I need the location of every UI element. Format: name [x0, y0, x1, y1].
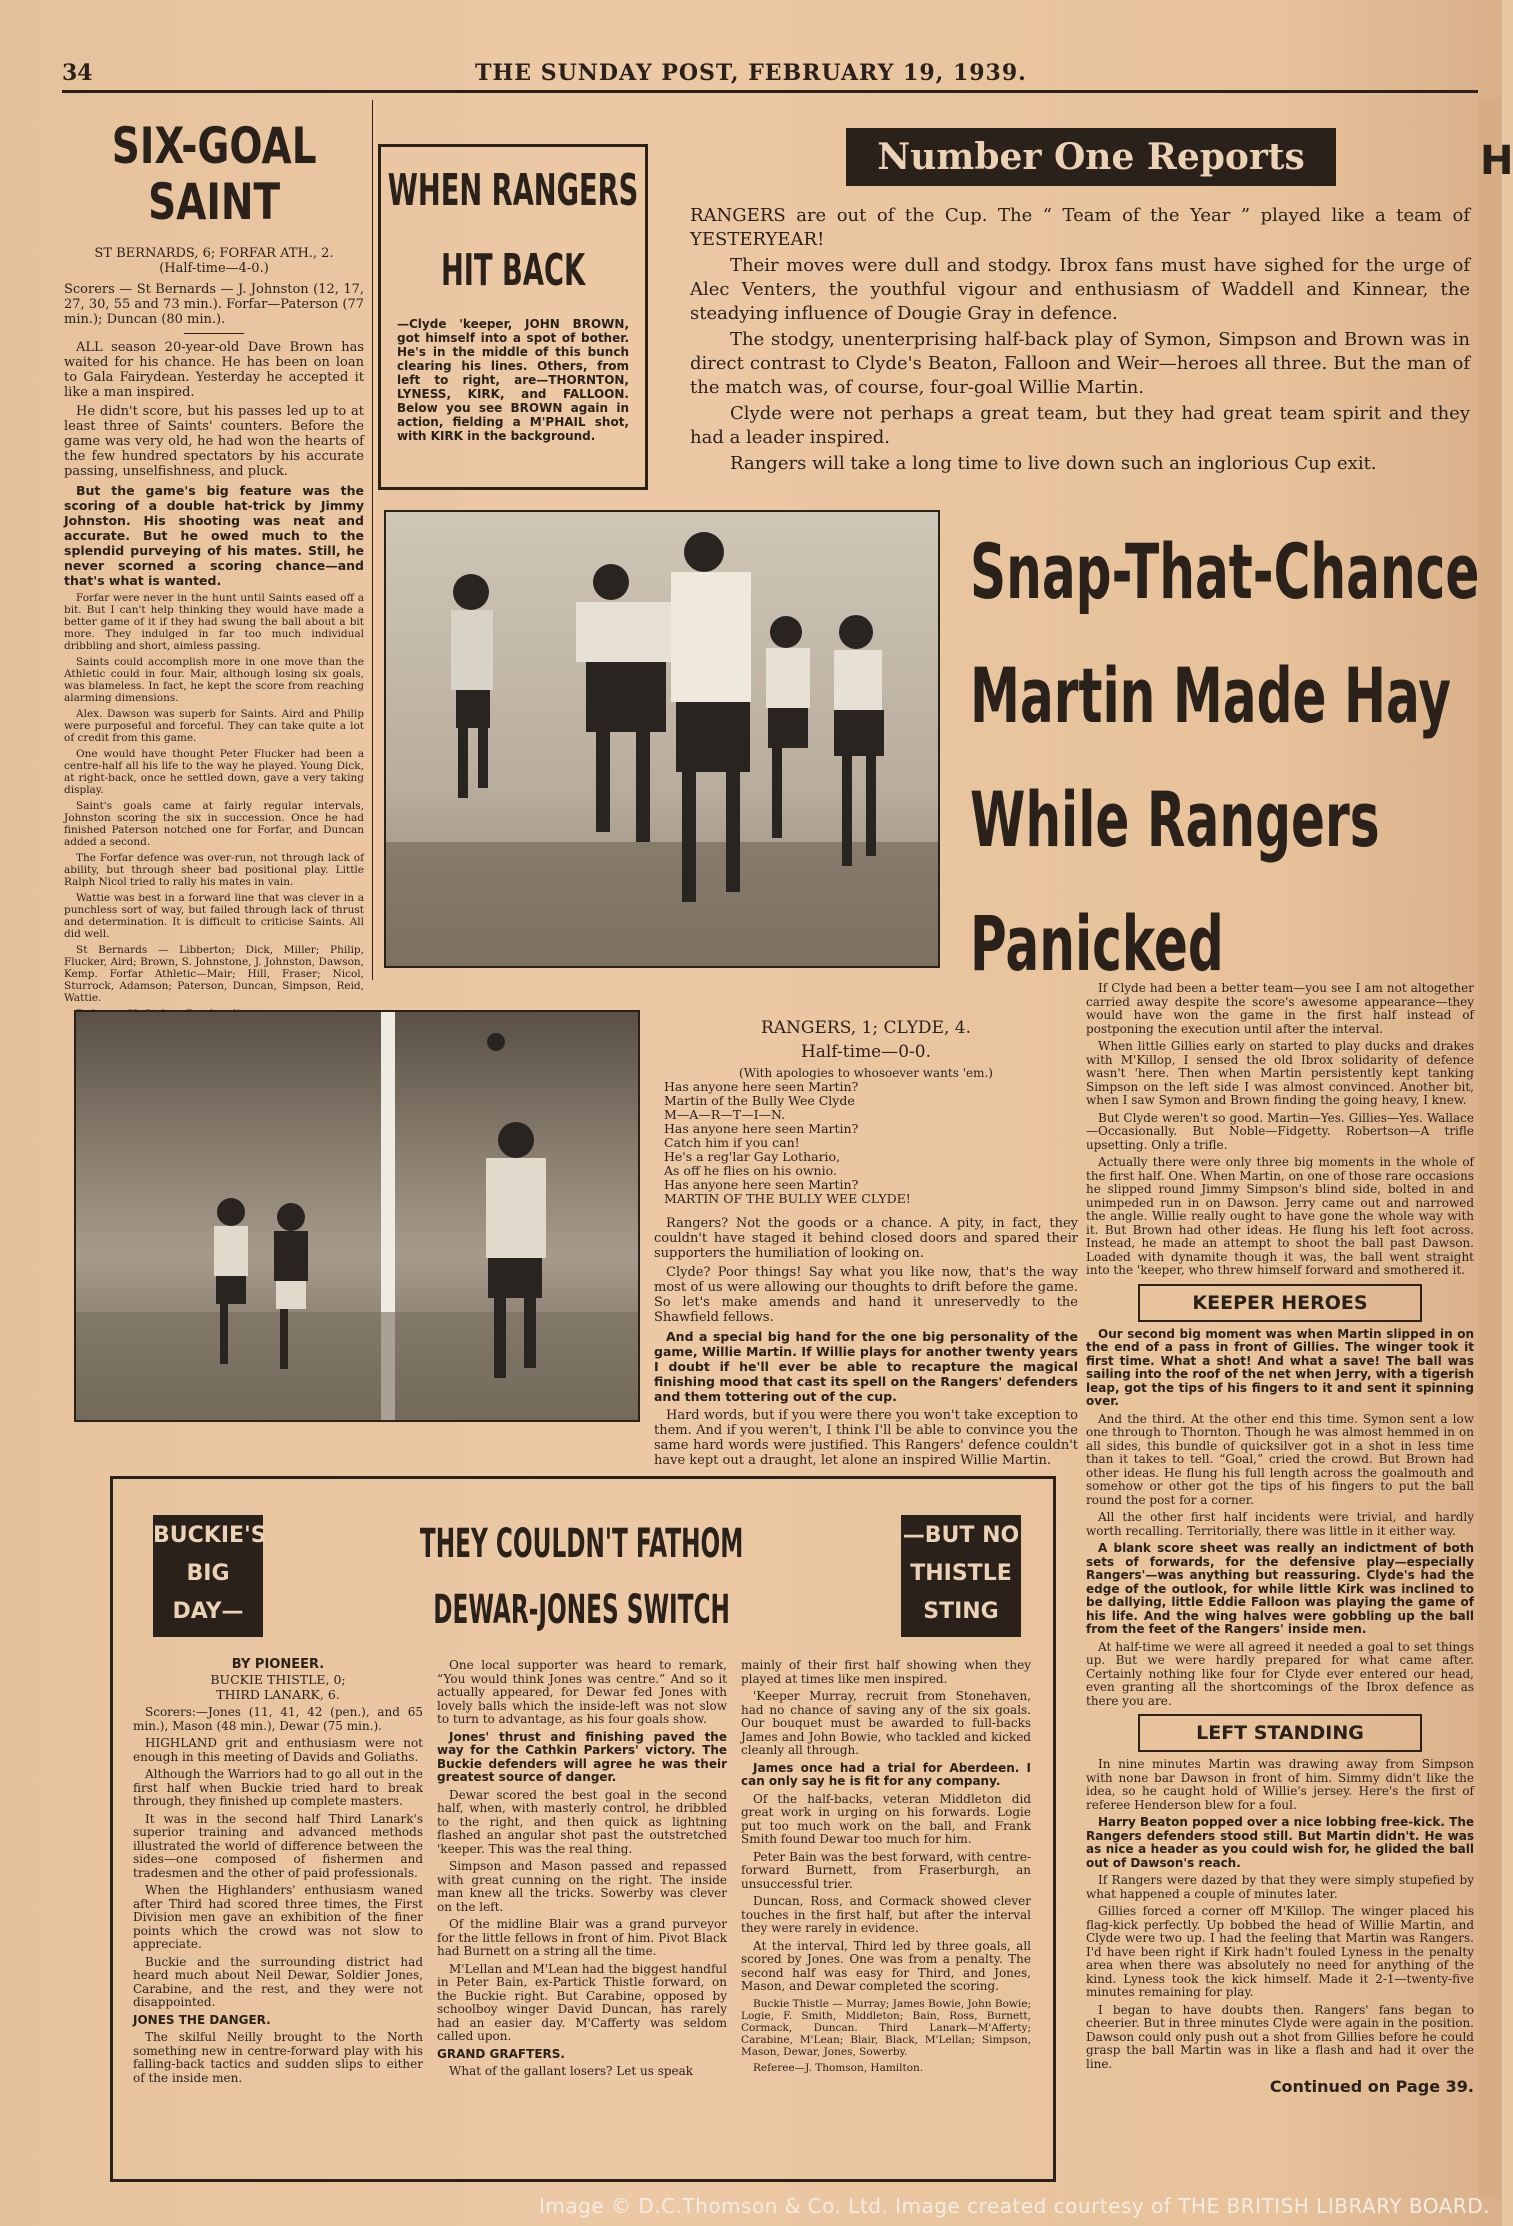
byline: BY PIONEER.: [231, 1657, 325, 1672]
paragraph: But Clyde weren't so good. Martin—Yes. Gillies—Yes. Wallace—Occasionally. But Noble—Fidgetty. Robertson—A trifle upsetting. Only a trifle.: [1086, 1110, 1474, 1152]
snap-headline: [970, 510, 1498, 1006]
paragraph: The stodgy, unenterprising half-back play of Symon, Simpson and Brown was in direct contrast to Clyde's Beaton, Falloon and Weir—heroes all three. But the man of the match was, of course, four-goal Willie Martin.: [690, 329, 1470, 398]
match-score: ST BERNARDS, 6; FORFAR ATH., 2.: [94, 246, 334, 261]
paragraph: All the other first half incidents were trivial, and hardly worth recalling. Territorially, there was little in it either way.: [1086, 1510, 1474, 1538]
paragraph: RANGERS are out of the Cup. The “ Team of the Year ” played like a team of YESTERYEAR!: [690, 205, 1470, 250]
paragraph: Peter Bain was the best forward, with centre-forward Burnett, from Fraserburgh, an unsuccessful trier.: [741, 1849, 1031, 1891]
masthead-title: THE SUNDAY POST, FEBRUARY 19, 1939.: [475, 60, 1027, 86]
paragraph: mainly of their first half showing when they played at times like men inspired.: [741, 1658, 1031, 1686]
halftime: (Half-time—4-0.): [159, 261, 269, 276]
rangers-clyde-continued: [1086, 982, 1474, 2096]
subheading: JONES THE DANGER.: [133, 2012, 271, 2027]
football-photo-save: [74, 1010, 640, 1422]
paragraph: When the Highlanders' enthusiasm waned after Third had scored three times, the First Division men gave an exhibition of the finer points which the crowd was not slow to appreciate.: [133, 1883, 423, 1951]
paragraph: 'Keeper Murray, recruit from Stonehaven, had no chance of saving any of the six goals. Our bouquet must be awarded to full-backs James and John Bowie, who tackled and kicked cleanly all through.: [741, 1689, 1031, 1757]
poem-line: Has anyone here seen Martin?: [664, 1177, 859, 1192]
halftime: Half-time—0-0.: [800, 1042, 932, 1062]
poem-line: Catch him if you can!: [664, 1135, 800, 1150]
team-lineups: St Bernards — Libberton; Dick, Miller; Philip, Flucker, Aird; Brown, S. Johnstone, J. Johnston, Dawson, Kemp. Forfar Athletic—Mair; Hill, Fraser; Nicol, Sturrock, Adamson; Paterson, Duncan, Simpson, Reid, Wattie.: [64, 944, 364, 1004]
score-line: THIRD LANARK, 6.: [216, 1687, 340, 1702]
paragraph: And the third. At the other end this time. Symon sent a low one through to Thornton. Though he was almost hemmed in on all sides, this bundle of quicksilver got in a shot in less time than it takes to tell. “Goal,” cried the crowd. But Brown had other ideas. He flung his full length across the goalmouth and somehow or other got the tips of his fingers to put the ball round the post for a corner.: [1086, 1411, 1474, 1507]
rangers-clyde-article: [654, 1018, 1078, 1472]
paragraph: Saints could accomplish more in one move than the Athletic could in four. Mair, although losing six goals, was blameless. In fact, he kept the score from reaching alarming dimensions.: [64, 656, 364, 704]
paragraph: Actually there were only three big moments in the whole of the first half. One. When Martin, on one of those rare occasions he slipped round Jimmy Simpson's blind side, bolted in and unimpeded run in on Dawson. Jerry came out and narrowed the angle. Willie really ought to have gone the whole way with it. But Brown had other ideas. He flung his left foot across. Instead, he made an attempt to shoot the ball past Dawson. Loaded with dynamite though it was, the ball went straight into the 'keeper, who threw himself forward and smothered it.: [1086, 1155, 1475, 1277]
poem-line: Has anyone here seen Martin?: [664, 1079, 859, 1094]
goalkeeper-illustration: [76, 1012, 638, 1420]
image-credit: Image © D.C.Thomson & Co. Ltd. Image created courtesy of THE BRITISH LIBRARY BOARD.: [539, 2194, 1490, 2218]
paragraph: When little Gillies early on started to play ducks and drakes with M'Killop, I sensed the old Ibrox solidarity of defence wasn't 'here. Then when Martin persistently kept tanking Simpson on the left side I was almost convinced. Another bit, when I saw Symon and Brown finding the going heavy, I knew.: [1086, 1039, 1474, 1107]
poem-line: MARTIN OF THE BULLY WEE CLYDE!: [664, 1191, 911, 1206]
paragraph: He didn't score, but his passes led up to at least three of Saints' counters. Before the game was very old, he had won the hearts of the few hundred spectators by his accurate passing, unselfishness, and pluck.: [64, 404, 364, 479]
buckie-article-box: [110, 1476, 1056, 2182]
paragraph: Hard words, but if you were there you won't take exception to them. And if you weren't, I think I'll be able to convince you the same hard words were justified. This Rangers' defence couldn't have kept out a draught, let alone an inspired Willie Martin.: [654, 1408, 1078, 1468]
paragraph: Saint's goals came at fairly regular intervals, Johnston scoring the six in succession. Once he had finished Paterson notched one for Forfar, and Duncan added a second.: [64, 800, 364, 848]
label-line: BUCKIE'S: [153, 1523, 267, 1548]
label-line: —BUT NO: [902, 1523, 1020, 1548]
keeper-heroes-subhead: KEEPER HEROES: [1138, 1284, 1422, 1322]
number-one-banner: Number One Reports: [846, 128, 1336, 186]
paragraph: Their moves were dull and stodgy. Ibrox fans must have sighed for the urge of Alec Venters, the youthful vigour and enthusiasm of Waddell and Kinnear, the steadying influence of Dougie Gray in defence.: [690, 255, 1470, 324]
buckie-col-1: [133, 1657, 423, 2089]
scorers: Scorers:—Jones (11, 41, 42 (pen.), and 65 min.), Mason (48 min.), Dewar (75 min.).: [133, 1705, 423, 1733]
paragraph: Simpson and Mason passed and repassed with great cunning on the right. The inside man knew all the tricks. Sowerby was clever on the left.: [437, 1859, 727, 1914]
paragraph: In nine minutes Martin was drawing away from Simpson with none bar Dawson in front of him. Simmy didn't like the idea, so he caught hold of Willie's jersey. Here's the first of referee Henderson blew for a foul.: [1086, 1757, 1474, 1812]
six-goal-article: [64, 118, 364, 1024]
paragraph: ALL season 20-year-old Dave Brown has waited for his chance. He has been on loan to Gala Fairydean. Yesterday he accepted it like a man inspired.: [64, 340, 364, 400]
label-line: BIG: [186, 1561, 230, 1586]
headline-line: DEWAR-JONES SWITCH: [433, 1587, 730, 1633]
paragraph: One would have thought Peter Flucker had been a centre-half all his life to the way he played. Young Dick, at right-back, once he settled down, gave a very taking display.: [64, 748, 364, 796]
buckie-headline: [309, 1511, 854, 1643]
headline-line: Panicked: [970, 899, 1224, 988]
label-line: STING: [923, 1599, 999, 1624]
bold-paragraph: Our second big moment was when Martin slipped in on the end of a pass in front of Gillies. The winger took it first time. What a shot! And what a save! The ball was sailing into the roof of the net when Jerry, with a tigerish leap, got the tips of his fingers to it and sent it spinning over.: [1086, 1326, 1474, 1408]
headline-line: SIX-GOAL: [111, 117, 317, 175]
poem-line: As off he flies on his ownio.: [664, 1163, 837, 1178]
edge-letters-1: H: [1480, 138, 1513, 184]
headline-line: Martin Made Hay: [970, 651, 1451, 740]
poem: [664, 1080, 1078, 1206]
bold-paragraph: And a special big hand for the one big personality of the game, Willie Martin. If Willie plays for another twenty years I doubt if he'll ever be able to recapture the magical finishing mood that cast its spell on the Rangers' defenders and them tottering out of the cup.: [654, 1329, 1078, 1404]
bold-paragraph: Harry Beaton popped over a nice lobbing free-kick. The Rangers defenders stood still. But Martin didn't. He was as nice a header as you could wish for, he glided the ball out of Dawson's reach.: [1086, 1815, 1474, 1870]
article-body: [64, 340, 364, 1020]
continued-note: Continued on Page 39.: [1269, 2077, 1474, 2096]
paragraph: Gillies forced a corner off M'Killop. The winger placed his flag-kick perfectly. Up bobbed the head of Willie Martin, and Clyde were two up. I had the feeling that Martin was Rangers. I'd have been right if Kirk hadn't fouled Lyness in the penalty area when there was absolutely no need for anything of the kind. Lyness took the kick himself. Made it 2-1—twenty-five minutes remaining for play.: [1086, 1904, 1474, 1999]
article-body: [1086, 1328, 1474, 1709]
headline-line: HIT BACK: [440, 245, 586, 296]
article-body: [133, 1706, 423, 2085]
paragraph: Wattie was best in a forward line that was clever in a punchless sort of way, but failed through lack of thrust and determination. It is difficult to criticise Saints. All did well.: [64, 892, 364, 940]
adjacent-page-strip: [1478, 98, 1513, 2198]
buckie-col-2: [437, 1659, 727, 2083]
buckies-big-day-label: [153, 1515, 267, 1637]
label-line: DAY—: [172, 1599, 244, 1624]
headline-line: While Rangers: [970, 775, 1380, 864]
paragraph: M'Lellan and M'Lean had the biggest handful in Peter Bain, ex-Partick Thistle forward, on the Buckie right. But Carabine, opposed by schoolboy winger David Duncan, has rarely had an easier day. M'Cafferty was seldom called upon.: [437, 1961, 727, 2043]
article-body: [654, 1216, 1078, 1468]
paragraph: It was in the second half Third Lanark's superior training and advanced methods illustrated the world of difference between the sides—one composed of fishermen and tradesmen and the other of paid professionals.: [133, 1811, 423, 1880]
paragraph: HIGHLAND grit and enthusiasm were not enough in this meeting of Davids and Goliaths.: [133, 1736, 423, 1764]
headline-line: WHEN RANGERS: [387, 165, 639, 216]
paragraph: Clyde? Poor things! Say what you like now, that's the way most of us were allowing our thoughts to drift before the game. So let's make amends and hand it unreservedly to the Shawfield fellows.: [654, 1265, 1078, 1325]
column-rule: [372, 100, 373, 980]
paragraph: At half-time we were all agreed it needed a goal to set things up. But we were hardly prepared for what came after. Certainly nothing like four for Clyde ever entered our head, even granting all the shortcomings of the Ibrox defence as there you are.: [1086, 1639, 1474, 1708]
players-illustration: [386, 512, 938, 966]
paragraph: Rangers will take a long time to live down such an inglorious Cup exit.: [730, 453, 1377, 474]
paragraph: Of the midline Blair was a grand purveyor for the little fellows in front of him. Pivot Black had Burnett on a string all the time.: [437, 1917, 727, 1958]
poem-line: Martin of the Bully Wee Clyde: [664, 1093, 855, 1108]
article-body: [437, 1659, 727, 2079]
paragraph: If Clyde had been a better team—you see I am not altogether carried away despite the score's awesome appearance—they would have won the game in the first half instead of postponing the execution until after the interval.: [1086, 981, 1474, 1036]
paragraph: One local supporter was heard to remark, “You would think Jones was centre.” And so it actually appeared, for Dewar fed Jones with lovely balls which the inside-left was not slow to turn to advantage, as his four goals show.: [437, 1658, 727, 1726]
paragraph: What of the gallant losers? Let us speak: [449, 2064, 694, 2078]
paragraph: Clyde were not perhaps a great team, but they had great team spirit and they had a leader inspired.: [690, 403, 1470, 448]
headline-line: Snap-That-Chance: [970, 527, 1480, 616]
bold-paragraph: Jones' thrust and finishing paved the way for the Cathkin Parkers' victory. The Buckie defenders will agree he was their greatest source of danger.: [437, 1729, 727, 1784]
when-rangers-box: [378, 144, 648, 490]
bold-paragraph: A blank score sheet was really an indictment of both sets of forwards, for the defensive play—especially Rangers'—was anything but reassuring. Clyde's had the edge of the outlook, for while little Kirk was inclined to be dallying, little Eddie Falloon was playing the game of his life. And the wing halves were gobbling up the ball from the feet of the Rangers' inside men.: [1086, 1541, 1474, 1636]
six-goal-headline: [64, 118, 364, 230]
paragraph: Rangers? Not the goods or a chance. A pity, in fact, they couldn't have staged it behind closed doors and spared their supporters the humiliation of looking on.: [654, 1216, 1078, 1261]
poem-line: He's a reg'lar Gay Lothario,: [664, 1149, 841, 1164]
left-standing-subhead: LEFT STANDING: [1138, 1714, 1422, 1752]
referee: Referee—J. Thomson, Hamilton.: [753, 2061, 924, 2074]
paragraph: If Rangers were dazed by that they were simply stupefied by what happened a couple of minutes later.: [1086, 1873, 1474, 1901]
page-number: 34: [62, 60, 93, 86]
paragraph: The Forfar defence was over-run, not through lack of ability, but through sheer bad positional play. Little Ralph Nicol tried to rally his mates in vain.: [64, 852, 364, 888]
number-one-article: [690, 204, 1470, 476]
label-line: THISTLE: [910, 1561, 1012, 1586]
poem-line: Has anyone here seen Martin?: [664, 1121, 859, 1136]
paragraph: Buckie and the surrounding district had heard much about Neil Dewar, Soldier Jones, Carabine, and the rest, and they were not disappointed.: [133, 1954, 423, 2009]
score-line: BUCKIE THISTLE, 0;: [210, 1672, 346, 1687]
when-rangers-headline: [381, 151, 645, 311]
headline-line: THEY COULDN'T FATHOM: [419, 1521, 744, 1567]
photo-caption: —Clyde 'keeper, JOHN BROWN, got himself into a spot of bother. He's in the middle of this bunch clearing his lines. Others, from left to right, are—THORNTON, LYNESS, KIRK, and FALLOON. Below you see BROWN again in action, fielding a M'PHAIL shot, with KIRK in the background.: [397, 317, 629, 443]
paragraph: Forfar were never in the hunt until Saints eased off a bit. But I can't help thinking they would have made a better game of it if they had swung the ball about a bit more. They indulged in far too much individual dribbling and short, aimless passing.: [64, 592, 364, 652]
article-body: [1086, 1758, 1474, 2071]
subheading: GRAND GRAFTERS.: [437, 2046, 565, 2061]
no-thistle-sting-label: [901, 1515, 1021, 1637]
header-rule: [62, 90, 1478, 93]
apology-note: (With apologies to whosoever wants 'em.): [739, 1066, 993, 1080]
headline-line: SAINT: [148, 173, 281, 231]
football-photo-goalmouth: [384, 510, 940, 968]
paragraph: Alex. Dawson was superb for Saints. Aird and Philip were purposeful and forceful. They can take quite a lot of credit from this game.: [64, 708, 364, 744]
paragraph: The skilful Neilly brought to the North something new in centre-forward play with his falling-back tactics and sudden slips to either of the inside men.: [133, 2030, 423, 2085]
match-score: RANGERS, 1; CLYDE, 4.: [760, 1018, 972, 1038]
buckie-col-3: [741, 1659, 1031, 2079]
article-body: [741, 1659, 1031, 2075]
poem-line: M—A—R—T—I—N.: [664, 1107, 786, 1122]
divider: [184, 333, 244, 334]
team-lineups: Buckie Thistle — Murray; James Bowie, John Bowie; Logie, F. Smith, Middleton; Bain, Ross, Burnett, Cormack, Duncan. Third Lanark—M'Afferty; Carabine, M'Lean; Blair, Black, M'Lellan; Simpson, Mason, Dewar, Jones, Sowerby.: [741, 1997, 1031, 2058]
scorers: Scorers — St Bernards — J. Johnston (12, 17, 27, 30, 55 and 73 min.). Forfar—Paterson (77 min.); Duncan (80 min.).: [64, 282, 364, 327]
bold-paragraph: James once had a trial for Aberdeen. I can only say he is fit for any company.: [741, 1760, 1031, 1788]
bold-paragraph: But the game's big feature was the scoring of a double hat-trick by Jimmy Johnston. His shooting was neat and accurate. But he owed much to the splendid purveying of his mates. Still, he never scorned a scoring chance—and that's what is wanted.: [64, 483, 364, 588]
paragraph: Although the Warriors had to go all out in the first half when Buckie tried hard to break through, they finished up complete masters.: [133, 1767, 423, 1808]
paragraph: Dewar scored the best goal in the second half, when, with masterly control, he dribbled to the right, and then quick as lightning flashed an angular shot past the outstretched 'keeper. This was the real thing.: [437, 1787, 727, 1856]
paragraph: At the interval, Third led by three goals, all scored by Jones. One was from a penalty. The second half was easy for Third, and Jones, Mason, and Dewar completed the scoring.: [741, 1938, 1031, 1993]
paragraph: I began to have doubts then. Rangers' fans began to cheerier. But in three minutes Clyde were again in the position. Dawson could only push out a shot from Gillies before he could grasp the ball Martin was in like a flash and had it over the line.: [1086, 2002, 1474, 2071]
article-body: [1086, 982, 1474, 1278]
paragraph: Of the half-backs, veteran Middleton did great work in urging on his forwards. Logie put too much work on the ball, and Frank Smith found Dewar too much for him.: [741, 1791, 1031, 1846]
paragraph: Duncan, Ross, and Cormack showed clever touches in the first half, but after the interval they were rarely in evidence.: [741, 1894, 1031, 1935]
